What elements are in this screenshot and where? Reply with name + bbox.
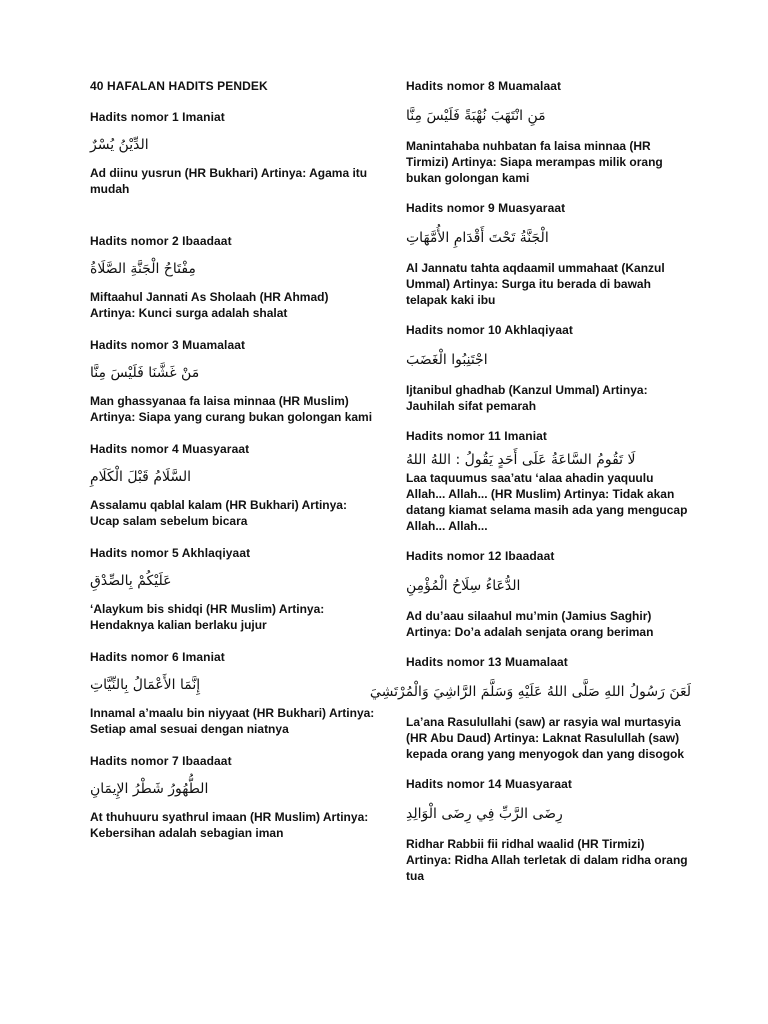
hadits-6 bbox=[90, 649, 375, 737]
hadits-heading: Hadits nomor 3 Muamalaat bbox=[90, 338, 246, 352]
hadits-8 bbox=[406, 78, 691, 186]
hadits-text: Ad du’aau silaahul mu’min (Jamius Saghir) Artinya: Do’a adalah senjata orang beriman bbox=[406, 609, 654, 639]
hadits-heading: Hadits nomor 11 Imaniat bbox=[406, 429, 548, 443]
hadits-9 bbox=[406, 200, 691, 308]
hadits-arabic: مَنِ انْتَهَبَ نُهْبَةً فَلَيْسَ مِنَّا bbox=[406, 108, 546, 124]
hadits-7 bbox=[90, 753, 375, 841]
hadits-arabic: لَعَنَ رَسُولُ اللهِ صَلَّى اللهُ عَلَيْهِ وَسَلَّمَ الرَّاشِيَ وَالْمُرْتَشِيَ bbox=[369, 684, 691, 700]
left-column bbox=[90, 78, 375, 857]
hadits-arabic: اجْتَنِبُوا الْغَضَبَ bbox=[406, 352, 488, 368]
hadits-heading: Hadits nomor 13 Muamalaat bbox=[406, 655, 568, 669]
hadits-5 bbox=[90, 545, 375, 633]
hadits-text: Ridhar Rabbii fii ridhal waalid (HR Tirmizi) Artinya: Ridha Allah terletak di dalam ridha orang tua bbox=[406, 837, 688, 883]
hadits-arabic: الْجَنَّةُ تَحْتَ أَقْدَامِ الأُمَّهَاتِ bbox=[406, 230, 549, 246]
hadits-4 bbox=[90, 441, 375, 529]
hadits-heading: Hadits nomor 9 Muasyaraat bbox=[406, 201, 566, 215]
hadits-text: La’ana Rasulullahi (saw) ar rasyia wal murtasyia (HR Abu Daud) Artinya: Laknat Rasulullah (saw) kepada orang yang menyogok dan yang disogok bbox=[406, 715, 685, 761]
hadits-arabic: مَنْ غَشَّنَا فَلَيْسَ مِنَّا bbox=[90, 365, 200, 381]
hadits-text: Laa taquumus saa’atu ‘alaa ahadin yaquulu Allah... Allah... (HR Muslim) Artinya: Tidak akan datang kiamat selama masih ada yang mengucap Allah... Allah... bbox=[406, 471, 688, 533]
hadits-text: Miftaahul Jannati As Sholaah (HR Ahmad) Artinya: Kunci surga adalah shalat bbox=[90, 290, 329, 320]
hadits-text: Assalamu qablal kalam (HR Bukhari) Artinya: Ucap salam sebelum bicara bbox=[90, 498, 347, 528]
hadits-arabic: الدُّعَاءُ سِلَاحُ الْمُؤْمِنِ bbox=[406, 578, 521, 594]
hadits-heading: Hadits nomor 2 Ibaadaat bbox=[90, 234, 232, 248]
hadits-heading: Hadits nomor 5 Akhlaqiyaat bbox=[90, 546, 251, 560]
hadits-arabic: إِنَّمَا الأَعْمَالُ بِالنِّيَّاتِ bbox=[90, 677, 201, 693]
hadits-13 bbox=[369, 654, 691, 762]
hadits-heading: Hadits nomor 10 Akhlaqiyaat bbox=[406, 323, 573, 337]
hadits-text: At thuhuuru syathrul imaan (HR Muslim) Artinya: Kebersihan adalah sebagian iman bbox=[90, 810, 369, 840]
hadits-14 bbox=[406, 776, 691, 884]
hadits-heading: Hadits nomor 12 Ibaadaat bbox=[406, 549, 555, 563]
hadits-3 bbox=[90, 337, 375, 425]
hadits-arabic: مِفْتَاحُ الْجَنَّةِ الصَّلَاةُ bbox=[90, 261, 196, 277]
hadits-heading: Hadits nomor 8 Muamalaat bbox=[406, 79, 562, 93]
hadits-arabic: السَّلَامُ قَبْلَ الْكَلَامِ bbox=[90, 469, 191, 485]
hadits-text: Ad diinu yusrun (HR Bukhari) Artinya: Agama itu mudah bbox=[90, 166, 368, 196]
hadits-heading: Hadits nomor 4 Muasyaraat bbox=[90, 442, 250, 456]
hadits-heading: Hadits nomor 1 Imaniat bbox=[90, 110, 225, 124]
right-column bbox=[369, 78, 691, 898]
hadits-2 bbox=[90, 233, 375, 321]
hadits-text: ‘Alaykum bis shidqi (HR Muslim) Artinya: Hendaknya kalian berlaku jujur bbox=[90, 602, 325, 632]
hadits-text: Manintahaba nuhbatan fa laisa minnaa (HR Tirmizi) Artinya: Siapa merampas milik orang bukan golongan kami bbox=[406, 139, 663, 185]
hadits-arabic: لَا تَقُومُ السَّاعَةُ عَلَى أَحَدٍ يَقُولُ : اللهُ اللهُ bbox=[406, 452, 636, 468]
hadits-text: Innamal a’maalu bin niyyaat (HR Bukhari) Artinya: Setiap amal sesuai dengan niatnya bbox=[90, 706, 375, 736]
hadits-text: Al Jannatu tahta aqdaamil ummahaat (Kanzul Ummal) Artinya: Surga itu berada di bawah telapak kaki ibu bbox=[406, 261, 665, 307]
spacer bbox=[90, 197, 375, 217]
hadits-arabic: رِضَى الرَّبِّ فِي رِضَى الْوَالِدِ bbox=[406, 806, 563, 822]
document-title: 40 HAFALAN HADITS PENDEK bbox=[90, 79, 268, 93]
hadits-arabic: الدِّيْنُ يُسْرٌ bbox=[90, 137, 149, 153]
hadits-text: Ijtanibul ghadhab (Kanzul Ummal) Artinya: Jauhilah sifat pemarah bbox=[406, 383, 648, 413]
hadits-11 bbox=[406, 428, 691, 534]
hadits-heading: Hadits nomor 7 Ibaadaat bbox=[90, 754, 232, 768]
hadits-text: Man ghassyanaa fa laisa minnaa (HR Muslim) Artinya: Siapa yang curang bukan golongan kami bbox=[90, 394, 373, 424]
hadits-12 bbox=[406, 548, 691, 640]
hadits-1 bbox=[90, 109, 375, 217]
hadits-heading: Hadits nomor 14 Muasyaraat bbox=[406, 777, 572, 791]
hadits-arabic: الطُّهُورُ شَطْرُ الإِيمَانِ bbox=[90, 781, 209, 797]
hadits-arabic: عَلَيْكُمْ بِالصِّدْقِ bbox=[90, 573, 172, 589]
hadits-10 bbox=[406, 322, 691, 414]
hadits-heading: Hadits nomor 6 Imaniat bbox=[90, 650, 225, 664]
